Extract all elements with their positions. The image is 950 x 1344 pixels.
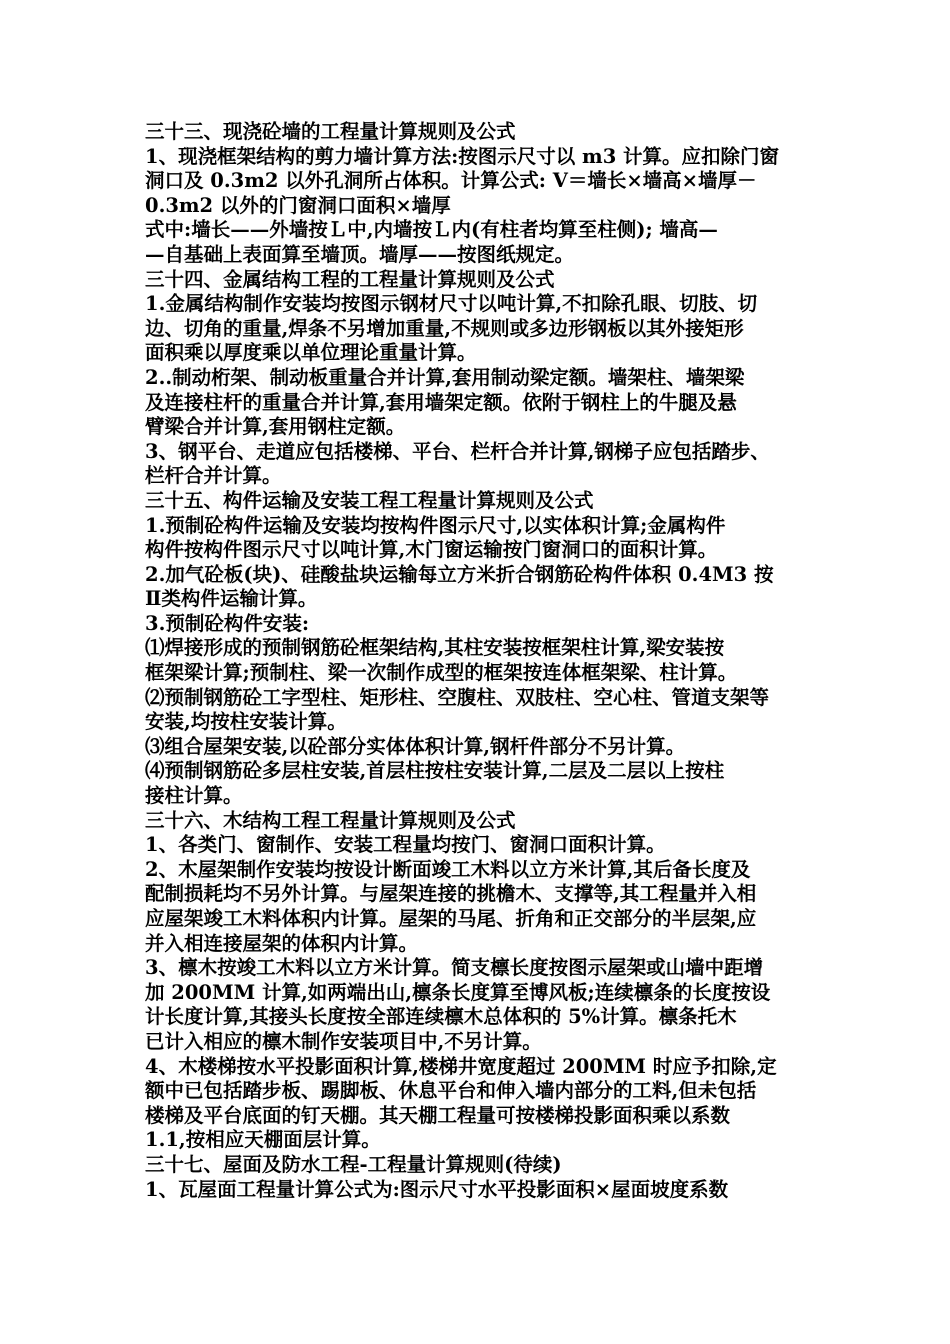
section-heading: 三十六、木结构工程工程量计算规则及公式: [145, 808, 516, 832]
text-line: 洞口及 0.3m2 以外孔洞所占体积。计算公式: V＝墙长×墙高×墙厚－: [145, 169, 757, 193]
text-line: 加 200MM 计算,如两端出山,檩条长度算至博风板;连续檩条的长度按设: [145, 980, 771, 1004]
text-line: 1、现浇框架结构的剪力墙计算方法:按图示尺寸以 m3 计算。应扣除门窗: [145, 144, 780, 168]
text-line: 3、钢平台、走道应包括楼梯、平台、栏杆合并计算,钢梯子应包括踏步、: [145, 439, 770, 463]
text-line: 及连接柱杆的重量合并计算,套用墙架定额。依附于钢柱上的牛腿及悬: [145, 390, 737, 414]
text-line: 接柱计算。: [145, 784, 243, 808]
section-heading: 三十三、现浇砼墙的工程量计算规则及公式: [145, 120, 516, 143]
text-line: 4、木楼梯按水平投影面积计算,楼梯井宽度超过 200MM 时应予扣除,定: [145, 1054, 777, 1078]
text-line: 1、各类门、窗制作、安装工程量均按门、窗洞口面积计算。: [145, 833, 666, 857]
text-line: ⑵预制钢筋砼工字型柱、矩形柱、空腹柱、双肢柱、空心柱、管道支架等: [145, 685, 770, 709]
text-line: 1.预制砼构件运输及安装均按构件图示尺寸,以实体积计算;金属构件: [145, 513, 726, 537]
text-line: 楼梯及平台底面的钉天棚。其天棚工程量可按楼梯投影面积乘以系数: [145, 1103, 731, 1127]
text-line: 0.3m2 以外的门窗洞口面积×墙厚: [145, 193, 451, 217]
text-line: 安装,均按柱安装计算。: [145, 710, 347, 734]
text-line: 2.加气砼板(块)、硅酸盐块运输每立方米折合钢筋砼构件体积 0.4M3 按: [145, 562, 774, 586]
text-line: 式中:墙长——外墙按Ｌ中,内墙按Ｌ内(有柱者均算至柱侧); 墙高—: [145, 218, 718, 242]
text-line: 3.预制砼构件安装:: [145, 611, 310, 635]
text-line: —自基础上表面算至墙顶。墙厚——按图纸规定。: [145, 242, 575, 266]
text-line: 构件按构件图示尺寸以吨计算,木门窗运输按门窗洞口的面积计算。: [145, 538, 718, 562]
text-line: ⑶组合屋架安装,以砼部分实体体积计算,钢杆件部分不另计算。: [145, 734, 686, 758]
document-body: [145, 120, 813, 1202]
text-line: 1.金属结构制作安装均按图示钢材尺寸以吨计算,不扣除孔眼、切肢、切: [145, 292, 758, 316]
text-line: 应屋架竣工木料体积内计算。屋架的马尾、折角和正交部分的半层架,应: [145, 907, 757, 930]
section-heading: 三十四、金属结构工程的工程量计算规则及公式: [145, 267, 555, 291]
text-line: 栏杆合并计算。: [145, 464, 282, 488]
text-line: 框架梁计算;预制柱、梁一次制作成型的框架按连体框架梁、柱计算。: [145, 661, 738, 685]
text-line: 2、木屋架制作安装均按设计断面竣工木料以立方米计算,其后备长度及: [145, 857, 751, 881]
text-line: 2..制动桁架、制动板重量合并计算,套用制动梁定额。墙架柱、墙架梁: [145, 365, 745, 389]
text-line: ⑴焊接形成的预制钢筋砼框架结构,其柱安装按框架柱计算,梁安装按: [145, 636, 725, 660]
text-line: 配制损耗均不另外计算。与屋架连接的挑檐木、支撑等,其工程量并入相: [145, 882, 757, 906]
text-line: 1.1,按相应天棚面层计算。: [145, 1128, 381, 1152]
text-line: 计长度计算,其接头长度按全部连续檩木总体积的 5%计算。檩条托木: [145, 1005, 737, 1029]
text-line: 1、瓦屋面工程量计算公式为:图示尺寸水平投影面积×屋面坡度系数: [145, 1177, 729, 1201]
section-heading: 三十七、屋面及防水工程-工程量计算规则(待续): [145, 1152, 562, 1176]
text-line: 额中已包括踏步板、踢脚板、休息平台和伸入墙内部分的工料,但未包括: [145, 1079, 757, 1103]
text-line: 3、檩木按竣工木料以立方米计算。简支檩长度按图示屋架或山墙中距增: [145, 956, 764, 980]
text-line: 并入相连接屋架的体积内计算。: [145, 931, 419, 955]
text-line: Ⅱ类构件运输计算。: [145, 587, 318, 611]
text-line: 臂梁合并计算,套用钢柱定额。: [145, 415, 406, 439]
text-line: ⑷预制钢筋砼多层柱安装,首层柱按柱安装计算,二层及二层以上按柱: [145, 759, 725, 783]
text-line: 已计入相应的檩木制作安装项目中,不另计算。: [145, 1029, 542, 1053]
section-heading: 三十五、构件运输及安装工程工程量计算规则及公式: [145, 488, 594, 512]
text-line: 面积乘以厚度乘以单位理论重量计算。: [145, 341, 477, 365]
text-line: 边、切角的重量,焊条不另增加重量,不规则或多边形钢板以其外接矩形: [145, 316, 744, 340]
